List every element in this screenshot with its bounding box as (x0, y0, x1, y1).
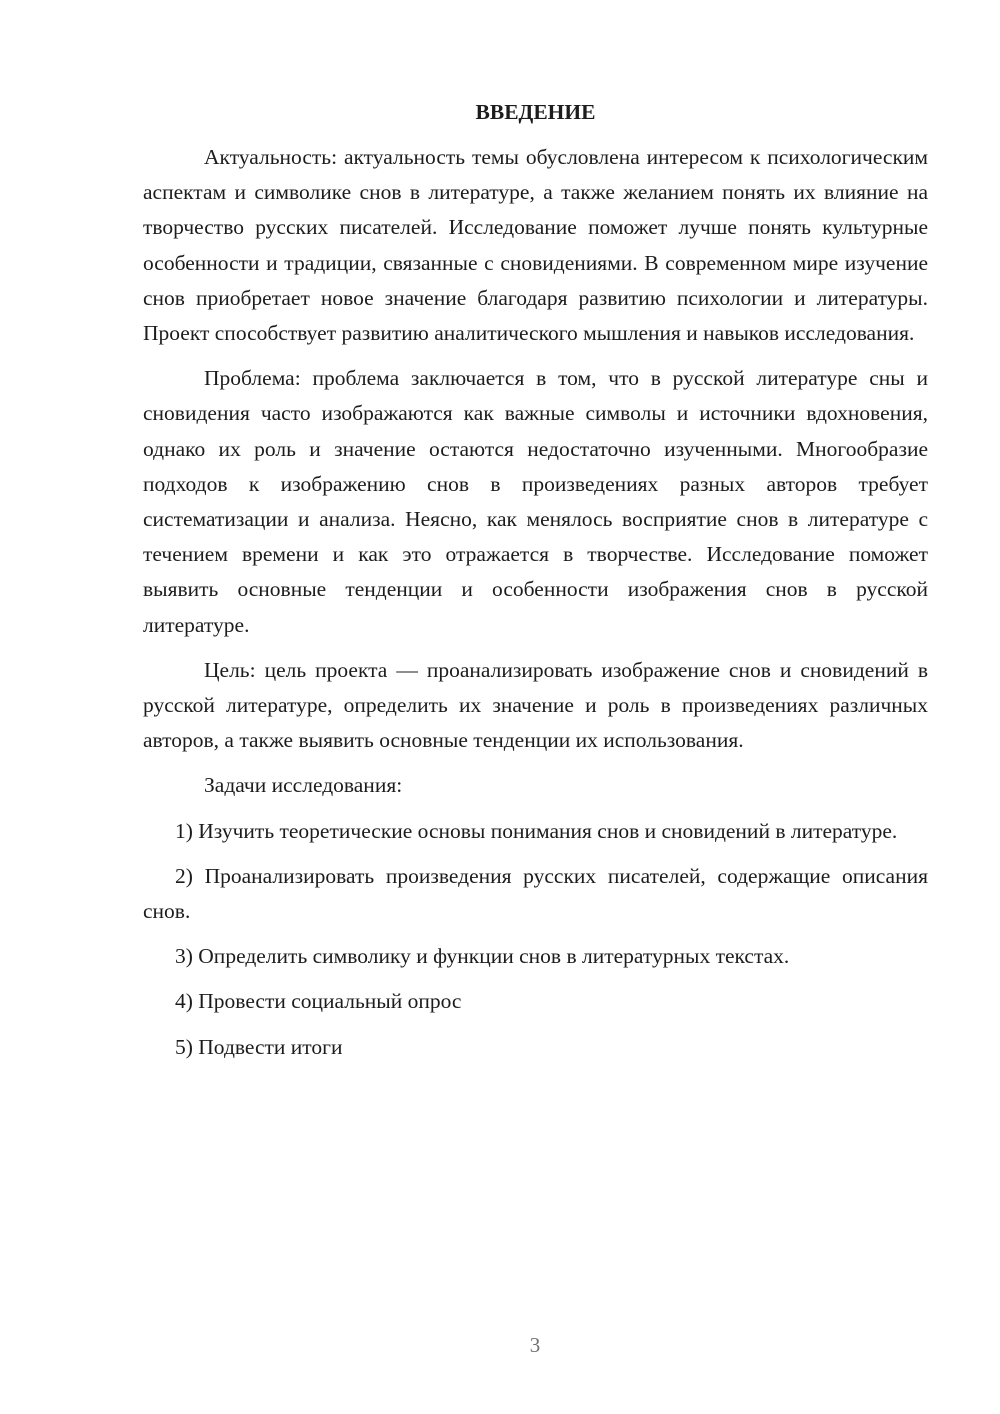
page-content (143, 96, 928, 1075)
problem-paragraph: Проблема: проблема заключается в том, что в русской литературе сны и сновидения часто изображаются как важные символы и источники вдохновения, однако их роль и значение остаются недостаточно изученными. Многообразие подходов к изображению снов в произведениях разных авторов требует систематизации и анализа. Неясно, как менялось восприятие снов в литературе с течением времени и как это отражается в творчестве. Исследование поможет выявить основные тенденции и особенности изображения снов в русской литературе. (143, 366, 928, 637)
relevance-paragraph: Актуальность: актуальность темы обусловлена интересом к психологическим аспектам и символике снов в литературе, а также желанием понять их влияние на творчество русских писателей. Исследование поможет лучше понять культурные особенности и традиции, связанные с сновидениями. В современном мире изучение снов приобретает новое значение благодаря развитию психологии и литературы. Проект способствует развитию аналитического мышления и навыков исследования. (143, 145, 928, 346)
tasks-list (143, 814, 928, 1065)
goal-paragraph: Цель: цель проекта — проанализировать изображение снов и сновидений в русской литературе, определить их значение и роль в произведениях различных авторов, а также выявить основные тенденции их использования. (143, 657, 928, 753)
task-item-4: 4) Провести социальный опрос (175, 989, 462, 1014)
page-title: ВВЕДЕНИЕ (475, 100, 596, 124)
task-item-3: 3) Определить символику и функции снов в литературных текстах. (175, 944, 790, 969)
page-number: 3 (529, 1333, 541, 1357)
task-item-2: 2) Проанализировать произведения русских писателей, содержащие описания снов. (143, 863, 928, 924)
tasks-heading: Задачи исследования: (204, 773, 403, 798)
task-item-1: 1) Изучить теоретические основы понимания снов и сновидений в литературе. (175, 818, 898, 843)
task-item-5: 5) Подвести итоги (175, 1034, 343, 1059)
